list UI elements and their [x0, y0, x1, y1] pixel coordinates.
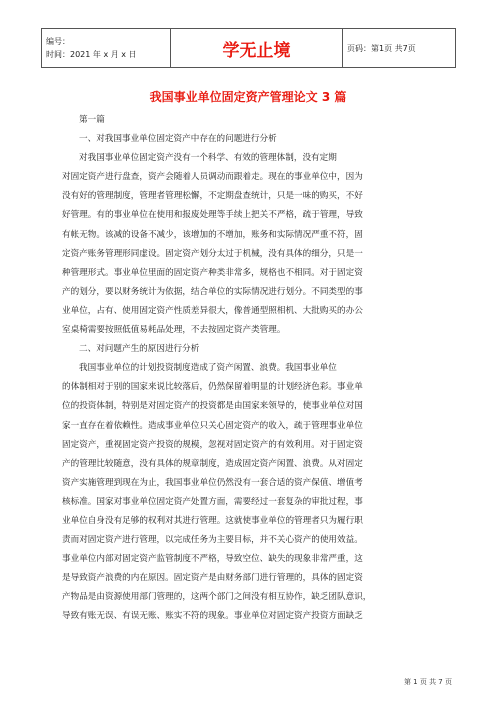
- paragraph-line: 定资产账务管理形同虚设。固定资产划分太过于机械，没有具体的细分，只是一: [62, 248, 363, 259]
- paragraph-line: 产的管理比较随意，没有具体的规章制度，造成固定资产闲置、浪费。从对固定: [62, 458, 363, 469]
- paragraph-line: 我国事业单位的计划投资制度造成了资产闲置、浪费。我国事业单位: [79, 363, 337, 374]
- paragraph-line: 责而对固定资产进行管理，以完成任务为主要目标，并不关心资产的使用效益。: [62, 535, 363, 546]
- document-body: [62, 111, 434, 627]
- page-footer: 第 1 页 共 7 页: [403, 678, 452, 686]
- paragraph-line: 对固定资产进行盘查，资产会随着人员调动而跟着走。现在的事业单位中，因为: [62, 172, 363, 183]
- paragraph-line: 资产实施管理到现在为止，我国事业单位仍然没有一套合适的资产保值、增值考: [62, 477, 363, 488]
- paragraph-line: 没有好的管理制度，管理者管理松懈，不定期盘查统计，只是一味的购买，不好: [62, 191, 363, 202]
- paragraph-line: 室桌椅需要按照低值易耗品处理，不去按固定资产类管理。: [62, 325, 286, 336]
- paragraph-line: 的体制相对于别的国家来说比较落后，仍然保留着明显的计划经济色彩。事业单: [62, 382, 363, 393]
- time-label: 时间：2021 年 x 月 x 日: [46, 50, 137, 59]
- paragraph-line: 位的投资体制，特别是对固定资产的投资都是由国家来领导的，使事业单位对国: [62, 401, 363, 412]
- header-motto: 学无止境: [171, 29, 343, 68]
- paragraph-line: 对我国事业单位固定资产没有一个科学、有效的管理体制，没有定期: [79, 153, 337, 164]
- page-header: [41, 28, 456, 68]
- section-heading: 第一篇: [79, 115, 105, 125]
- paragraph-line: 固定资产，重视固定资产投资的规模，忽视对固定资产的有效利用。对于固定资: [62, 439, 363, 450]
- paragraph-line: 核标准。国家对事业单位固定资产处置方面，需要经过一套复杂的审批过程，事: [62, 496, 363, 507]
- paragraph-line: 业单位，占有、使用固定资产性质差异很大，像普通型照相机、大批购买的办公: [62, 305, 363, 316]
- paragraph-line: 有帐无物。该减的设备不减少，该增加的不增加，账务和实际情况严重不符，固: [62, 229, 363, 240]
- paragraph-line: 业单位自身没有足够的权利对其进行管理。这就使事业单位的管理者只为履行职: [62, 515, 363, 526]
- paragraph-line: 家一直存在着依赖性。造成事业单位只关心固定资产的收入，疏于管理事业单位: [62, 420, 363, 431]
- header-meta: [42, 29, 171, 68]
- paragraph-line: 好管理。有的事业单位在使用和报废处理等手续上把关不严格，疏于管理，导致: [62, 210, 363, 221]
- document-title: 我国事业单位固定资产管理论文 3 篇: [149, 90, 347, 104]
- header-page-info: 页码：第1页 共7页: [343, 29, 456, 68]
- number-label: 编号：: [46, 37, 70, 46]
- subsection-heading: 二、对问题产生的原因进行分析: [79, 344, 200, 355]
- paragraph-line: 种管理形式。事业单位里面的固定资产种类非常多，规格也不相同。对于固定资: [62, 267, 363, 278]
- paragraph-line: 是导致资产浪费的内在原因。固定资产是由财务部门进行管理的，具体的固定资: [62, 573, 363, 584]
- paragraph-line: 事业单位内部对固定资产监管制度不严格，导致空位、缺失的现象非常严重，这: [62, 554, 363, 565]
- paragraph-line: 产的划分，要以财务统计为依据，结合单位的实际情况进行划分。不同类型的事: [62, 286, 363, 297]
- subsection-heading: 一、对我国事业单位固定资产中存在的问题进行分析: [79, 134, 277, 145]
- paragraph-line: 导致有账无误、有误无账、账实不符的现象。事业单位对固定资产投资方面缺乏: [62, 611, 363, 622]
- paragraph-line: 产物品是由资源使用部门管理的，这两个部门之间没有相互协作，缺乏团队意识，: [62, 592, 372, 603]
